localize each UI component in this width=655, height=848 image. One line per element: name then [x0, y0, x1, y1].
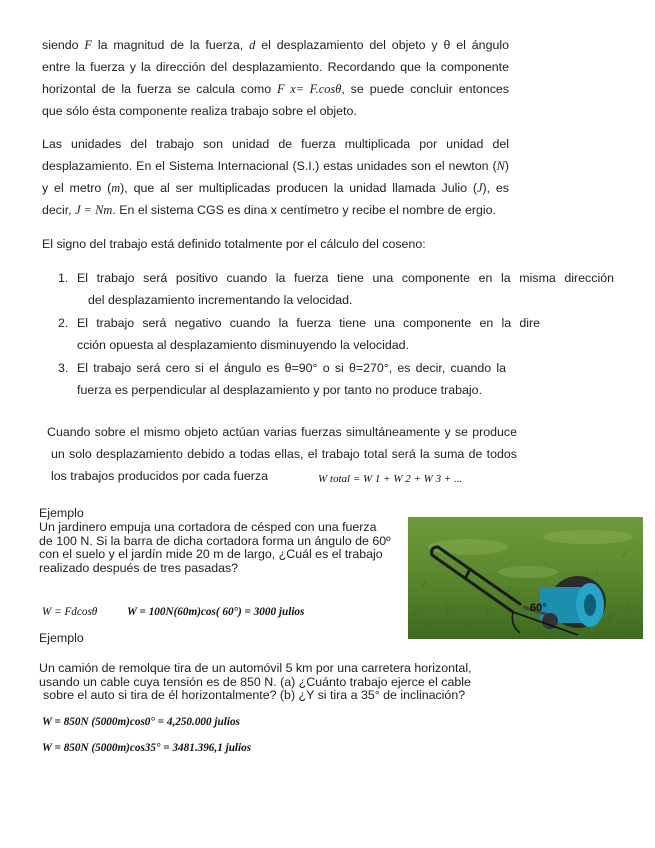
- list-number: 3.: [58, 361, 69, 375]
- text-fragment: ), es: [482, 181, 509, 195]
- example-2-equation-1: [42, 716, 240, 728]
- list-item-3: [58, 357, 506, 401]
- text-fragment: horizontal de la fuerza se calcula como: [42, 82, 278, 96]
- math-J: J: [476, 181, 483, 195]
- example-1-equation-2: [127, 606, 304, 618]
- angle-label: 60°: [530, 602, 547, 614]
- example-2-text: [39, 662, 509, 703]
- paragraph-4-line-2: un solo desplazamiento debido a todas ellas, el trabajo total será la suma de todos: [51, 447, 517, 461]
- paragraph-1-line-1: [42, 34, 509, 56]
- equation-text: W = 100N(60m)cos( 60°) = 3000 julios: [127, 606, 305, 618]
- example-2-line: usando un cable cuya tensión es de 850 N. (a) ¿Cuánto trabajo ejerce el cable: [39, 674, 471, 689]
- math-m: m: [111, 181, 121, 195]
- paragraph-2-line-3: [42, 177, 509, 199]
- example-1-line: Un jardinero empuja una cortadora de césped con una fuerza: [39, 520, 377, 534]
- text-fragment: siendo: [42, 38, 85, 52]
- example-2-heading: Ejemplo: [39, 631, 84, 645]
- math-N: N: [496, 159, 505, 173]
- paragraph-1: [42, 34, 509, 122]
- text-fragment: desplazamiento. En el Sistema Internacional (S.I.) estas unidades son el newton (: [42, 159, 497, 173]
- list-number: 1.: [58, 271, 69, 285]
- paragraph-1-line-2: entre la fuerza y la dirección del desplazamiento. Recordando que la componente: [42, 60, 509, 74]
- text-fragment: decir,: [42, 203, 76, 217]
- list-item-1: [58, 267, 614, 311]
- list-item-3-line-2: fuerza es perpendicular al desplazamiento y por tanto no produce trabajo.: [77, 383, 483, 397]
- example-1-text: [39, 521, 399, 575]
- example-2-line: sobre el auto si tira de él horizontalmente? (b) ¿Y si tira a 35° de inclinación?: [43, 688, 466, 702]
- math-d: d: [249, 38, 256, 52]
- paragraph-4-line-1: Cuando sobre el mismo objeto actúan varias fuerzas simultáneamente y se produce: [47, 425, 517, 439]
- example-2-equation-2: [42, 742, 251, 754]
- math-fx-equation: F x= F.cosθ: [277, 82, 342, 96]
- paragraph-3: [42, 233, 426, 255]
- text-fragment: ), que al ser multiplicadas producen la unidad llamada Julio (: [120, 181, 477, 195]
- list-item-2-line-2: cción opuesta al desplazamiento disminuyendo la velocidad.: [77, 338, 410, 352]
- math-J-equals-Nm: J = Nm: [75, 203, 113, 217]
- equation-text: W = 850N (5000m)cos0° = 4,250.000 julios: [42, 716, 240, 728]
- paragraph-2-line-4: [42, 199, 509, 221]
- text-fragment: y el metro (: [42, 181, 112, 195]
- example-1-heading: Ejemplo: [39, 506, 84, 520]
- text-fragment: ): [504, 159, 509, 173]
- lawn-mower-photo: [408, 517, 643, 639]
- paragraph-4-line-3: los trabajos producidos por cada fuerza: [51, 469, 268, 483]
- text-fragment: el desplazamiento del objeto y θ el ángulo: [255, 38, 509, 52]
- example-1-line: realizado después de tres pasadas?: [39, 560, 239, 575]
- list-item-2: [58, 312, 540, 356]
- paragraph-2-line-1: Las unidades del trabajo son unidad de fuerza multiplicada por unidad del: [42, 137, 509, 151]
- text-fragment: , se puede concluir entonces: [341, 82, 509, 96]
- text-fragment: la magnitud de la fuerza,: [91, 38, 250, 52]
- paragraph-2: [42, 133, 509, 221]
- text-fragment: . En el sistema CGS es dina x centímetro y recibe el nombre de ergio.: [112, 203, 496, 217]
- total-work-equation: W total = W 1 + W 2 + W 3 + ...: [318, 473, 463, 485]
- paragraph-1-line-3: [42, 78, 509, 100]
- paragraph-1-line-4: que sólo ésta componente realiza trabajo sobre el objeto.: [42, 104, 357, 118]
- list-item-3-line-1: El trabajo será cero si el ángulo es θ=90° o si θ=270°, es decir, cuando la: [77, 361, 506, 375]
- paragraph-2-line-2: [42, 155, 509, 177]
- math-F: F: [84, 38, 92, 52]
- paragraph-3-line: El signo del trabajo está definido totalmente por el cálculo del coseno:: [42, 237, 426, 251]
- example-1-line: de 100 N. Si la barra de dicha cortadora forma un ángulo de 60º: [39, 533, 391, 548]
- example-2-line: Un camión de remolque tira de un automóvil 5 km por una carretera horizontal,: [39, 661, 472, 675]
- equation-text: W = 850N (5000m)cos35° = 3481.396,1 julios: [42, 742, 252, 754]
- list-item-2-line-1: El trabajo será negativo cuando la fuerza tiene una componente en la dire: [77, 316, 540, 330]
- list-item-1-line-1: El trabajo será positivo cuando la fuerza tiene una componente en la misma dirección: [77, 271, 614, 285]
- example-1-equation-1: W = Fdcosθ: [42, 606, 98, 618]
- example-1-line: con el suelo y el jardín mide 20 m de largo, ¿Cuál es el trabajo: [39, 547, 383, 561]
- list-number: 2.: [58, 316, 69, 330]
- list-item-1-line-2: del desplazamiento incrementando la velocidad.: [88, 293, 353, 307]
